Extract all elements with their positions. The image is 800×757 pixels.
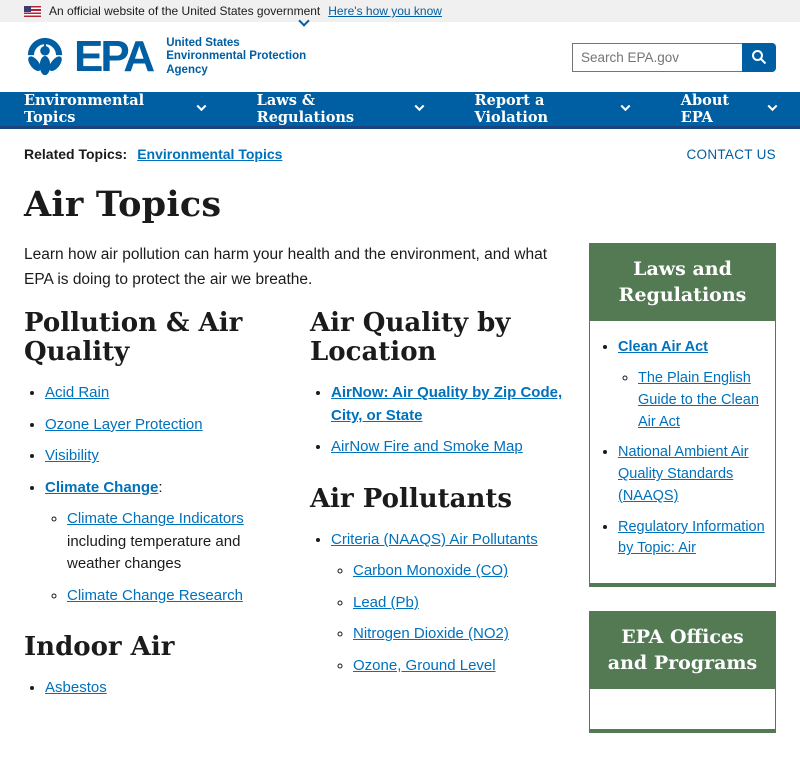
- list-item: [638, 368, 765, 433]
- link-list: [310, 382, 568, 459]
- link-acid-rain[interactable]: Acid Rain: [45, 384, 110, 402]
- agency-name-line: Environmental Protection: [166, 50, 307, 63]
- agency-name: [166, 37, 306, 78]
- link-airnow-fire-and-smoke-map[interactable]: AirNow Fire and Smoke Map: [331, 438, 523, 456]
- link-climate-change-indicators[interactable]: Climate Change Indicators: [67, 510, 244, 528]
- main-content: [24, 243, 568, 757]
- us-flag-icon: [24, 6, 41, 17]
- nav-item-report-a-violation[interactable]: [475, 92, 629, 126]
- nav-item-about-epa[interactable]: [681, 92, 776, 126]
- chevron-down-icon: [196, 101, 206, 111]
- link-list: [24, 382, 296, 607]
- list-item: [331, 382, 568, 427]
- page-title: Air Topics: [24, 184, 222, 225]
- link-regulatory-information-by-topic-air[interactable]: Regulatory Information by Topic: Air: [618, 518, 765, 557]
- link-climate-change[interactable]: Climate Change: [45, 478, 159, 496]
- sidebar: [589, 243, 776, 757]
- nav-item-environmental-topics[interactable]: [24, 92, 205, 126]
- sidebar-box-body: [590, 689, 775, 729]
- link-carbon-monoxide-co[interactable]: Carbon Monoxide (CO): [353, 562, 509, 580]
- list-item: [45, 382, 296, 405]
- link-list: [310, 529, 568, 678]
- epa-logo[interactable]: [24, 32, 307, 81]
- chevron-down-icon: [621, 101, 631, 111]
- sidebar-box-title: EPA Offices and Programs: [590, 612, 775, 689]
- nav-item-label: About EPA: [680, 92, 730, 126]
- site-search: [572, 43, 776, 72]
- item-suffix-text: :: [158, 478, 163, 496]
- related-environmental-topics-link[interactable]: Environmental Topics: [137, 146, 283, 162]
- intro-paragraph: Learn how air pollution can harm your health and the environment, and what EPA is doing to protect the air we breathe.: [24, 246, 548, 288]
- epa-wordmark: EPA: [74, 32, 153, 81]
- section-heading: Indoor Air: [24, 632, 175, 663]
- link-list: [598, 337, 765, 560]
- section-heading: Pollution & Air Quality: [24, 307, 243, 368]
- list-item: [353, 592, 568, 615]
- section-heading: Air Quality by Location: [310, 307, 511, 368]
- topic-section-air-quality-by-location: [310, 309, 568, 459]
- item-suffix-text: including temperature and weather changes: [67, 532, 241, 573]
- list-item: [331, 436, 568, 459]
- list-item: [353, 560, 568, 583]
- link-nitrogen-dioxide-no2[interactable]: Nitrogen Dioxide (NO2): [353, 625, 509, 643]
- gov-banner-text: An official website of the United States government: [49, 4, 321, 18]
- list-item: [331, 529, 568, 678]
- sidebar-box-body: [590, 321, 775, 583]
- sidebar-box-title: Laws and Regulations: [590, 244, 775, 321]
- link-airnow-air-quality-by-zip-code-city-or-s[interactable]: AirNow: Air Quality by Zip Code, City, or State: [331, 384, 563, 424]
- contact-us-link[interactable]: CONTACT US: [686, 146, 776, 162]
- link-the-plain-english-guide-to-the-clean-air[interactable]: The Plain English Guide to the Clean Air Act: [638, 370, 759, 430]
- link-ozone-ground-level[interactable]: Ozone, Ground Level: [353, 656, 496, 674]
- related-topics-label: Related Topics:: [24, 146, 128, 162]
- list-item: [618, 442, 765, 507]
- chevron-down-icon: [768, 101, 778, 111]
- topic-section-indoor-air: [24, 633, 296, 699]
- link-list: [45, 508, 296, 607]
- link-asbestos[interactable]: Asbestos: [45, 679, 107, 697]
- how-you-know-link[interactable]: Here's how you know: [328, 4, 442, 18]
- gov-banner: [0, 0, 800, 22]
- list-item: [45, 477, 296, 608]
- link-lead-pb[interactable]: Lead (Pb): [353, 593, 419, 611]
- epa-seal-icon: [24, 36, 66, 78]
- search-icon: [751, 49, 767, 65]
- list-item: [67, 508, 296, 576]
- nav-item-label: Laws & Regulations: [256, 92, 355, 126]
- link-visibility[interactable]: Visibility: [45, 447, 99, 465]
- list-item: [618, 337, 765, 433]
- link-list: [24, 677, 296, 700]
- site-header: [0, 22, 800, 92]
- agency-name-line: Agency: [166, 63, 208, 76]
- sidebar-box-laws-and-regulations: [589, 243, 776, 587]
- primary-nav: [0, 92, 800, 129]
- nav-item-laws-regulations[interactable]: [257, 92, 423, 126]
- sidebar-box-epa-offices-and-programs: [589, 611, 776, 733]
- middle-column: [310, 309, 568, 709]
- section-heading: Air Pollutants: [310, 483, 513, 514]
- link-criteria-naaqs-air-pollutants[interactable]: Criteria (NAAQS) Air Pollutants: [331, 530, 538, 548]
- list-item: [45, 414, 296, 437]
- nav-item-label: Environmental Topics: [24, 92, 145, 126]
- list-item: [45, 445, 296, 468]
- link-list: [331, 560, 568, 677]
- search-input[interactable]: [572, 43, 742, 72]
- link-national-ambient-air-quality-standards-n[interactable]: National Ambient Air Quality Standards (NAAQS): [618, 444, 749, 504]
- link-ozone-layer-protection[interactable]: Ozone Layer Protection: [45, 415, 203, 433]
- list-item: [353, 623, 568, 646]
- left-column: [24, 309, 296, 709]
- list-item: [618, 517, 765, 561]
- list-item: [45, 677, 296, 700]
- search-button[interactable]: [742, 43, 776, 72]
- nav-item-label: Report a Violation: [474, 92, 549, 126]
- link-climate-change-research[interactable]: Climate Change Research: [67, 586, 243, 604]
- agency-name-line: United States: [166, 36, 240, 49]
- list-item: [353, 655, 568, 678]
- link-list: [618, 368, 765, 433]
- link-clean-air-act[interactable]: Clean Air Act: [618, 339, 708, 356]
- chevron-down-icon: [414, 101, 424, 111]
- related-topics-row: [24, 129, 776, 162]
- list-item: [67, 585, 296, 608]
- topic-section-air-pollutants: [310, 485, 568, 677]
- topic-section-pollution-air-quality: [24, 309, 296, 608]
